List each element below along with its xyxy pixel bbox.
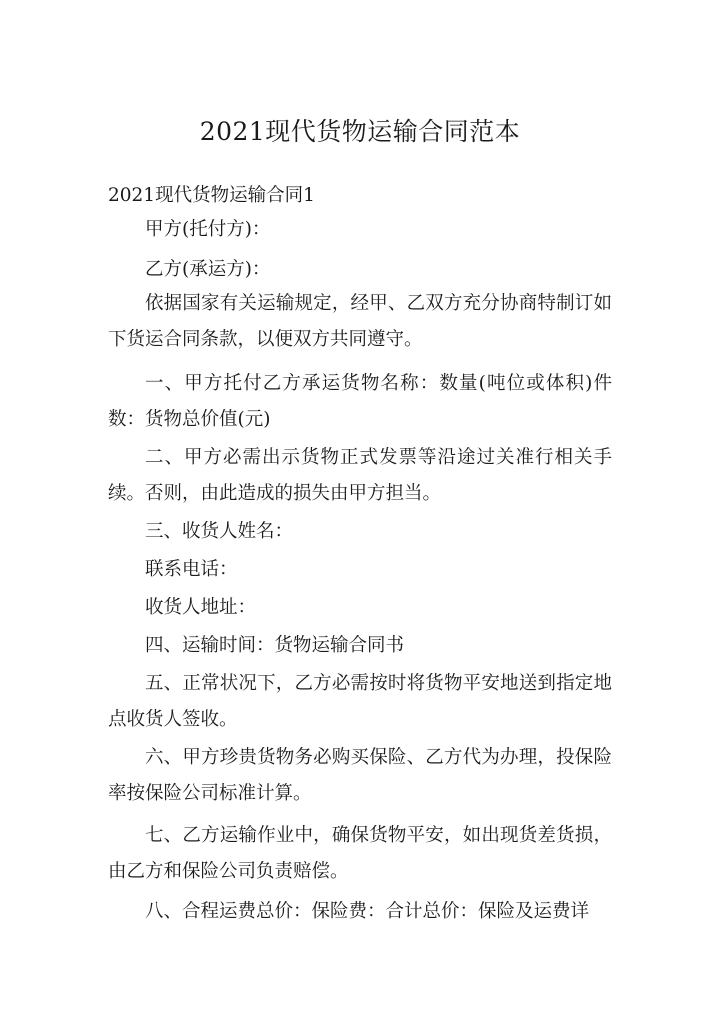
clause-3-consignee-name: 三、收货人姓名： — [145, 521, 294, 542]
contract-heading: 2021现代货物运输合同1 — [108, 185, 315, 206]
clause-8: 八、合程运费总价：保险费：合计总价：保险及运费详 — [145, 901, 590, 922]
preamble-paragraph: 依据国家有关运输规定，经甲、乙双方充分协商特制订如下货运合同条款，以便双方共同遵守。 — [108, 293, 612, 350]
clause-6: 六、甲方珍贵货物务必购买保险、乙方代为办理，投保险率按保险公司标准计算。 — [108, 747, 612, 804]
contact-phone-line: 联系电话： — [145, 559, 238, 580]
party-b-line: 乙方(承运方)： — [145, 259, 271, 280]
document-title: 2021现代货物运输合同范本 — [199, 117, 521, 146]
clause-1: 一、甲方托付乙方承运货物名称：数量(吨位或体积)件数：货物总价值(元) — [108, 373, 612, 430]
clause-2: 二、甲方必需出示货物正式发票等沿途过关准行相关手续。否则，由此造成的损失由甲方担当。 — [108, 447, 612, 504]
clause-7: 七、乙方运输作业中，确保货物平安，如出现货差货损，由乙方和保险公司负责赔偿。 — [108, 825, 612, 882]
consignee-address-line: 收货人地址： — [145, 597, 257, 618]
party-a-line: 甲方(托付方)： — [145, 219, 271, 240]
clause-5: 五、正常状况下，乙方必需按时将货物平安地送到指定地点收货人签收。 — [108, 673, 612, 730]
clause-4: 四、运输时间：货物运输合同书 — [145, 635, 405, 656]
